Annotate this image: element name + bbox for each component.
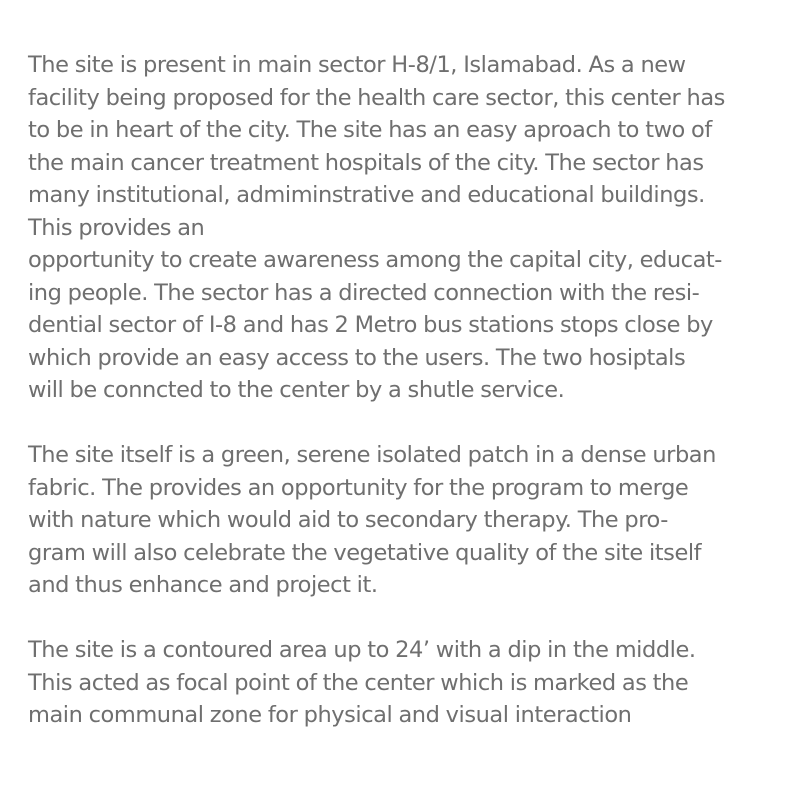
text-line: ing people. The sector has a directed connection with the resi- — [28, 279, 700, 306]
text-line: The site is a contoured area up to 24’ with a dip in the middle. — [28, 637, 696, 663]
text-line: which provide an easy access to the users. The two hosiptals — [28, 344, 686, 371]
text-line: gram will also celebrate the vegetative quality of the site itself — [28, 539, 702, 566]
text-line: opportunity to create awareness among the capital city, educat- — [28, 247, 722, 273]
paragraph-spacer — [28, 602, 768, 635]
text-line: main communal zone for physical and visual interaction — [28, 702, 632, 728]
text-line: to be in heart of the city. The site has an easy aproach to two of — [28, 117, 712, 143]
text-line: the main cancer treatment hospitals of the city. The sector has — [28, 149, 704, 176]
text-line: The site itself is a green, serene isolated patch in a dense urban — [28, 442, 716, 468]
paragraph-site-location — [28, 49, 768, 407]
text-line: This acted as focal point of the center which is marked as the — [28, 669, 689, 696]
text-line: will be conncted to the center by a shutle service. — [28, 377, 565, 403]
text-line: many institutional, admiminstrative and educational buildings. — [28, 182, 705, 208]
text-line: The site is present in main sector H-8/1, Islamabad. As a new — [28, 52, 686, 78]
paragraph-site-nature — [28, 439, 768, 602]
text-line: with nature which would aid to secondary therapy. The pro- — [28, 507, 668, 533]
text-line: and thus enhance and project it. — [28, 572, 378, 598]
text-line: This provides an — [28, 214, 205, 241]
paragraph-site-contour — [28, 634, 768, 732]
text-line: dential sector of I-8 and has 2 Metro bus stations stops close by — [28, 312, 713, 338]
text-line: facility being proposed for the health care sector, this center has — [28, 84, 725, 111]
text-line: fabric. The provides an opportunity for the program to merge — [28, 474, 689, 501]
paragraph-spacer — [28, 407, 768, 440]
document-body — [28, 49, 768, 732]
